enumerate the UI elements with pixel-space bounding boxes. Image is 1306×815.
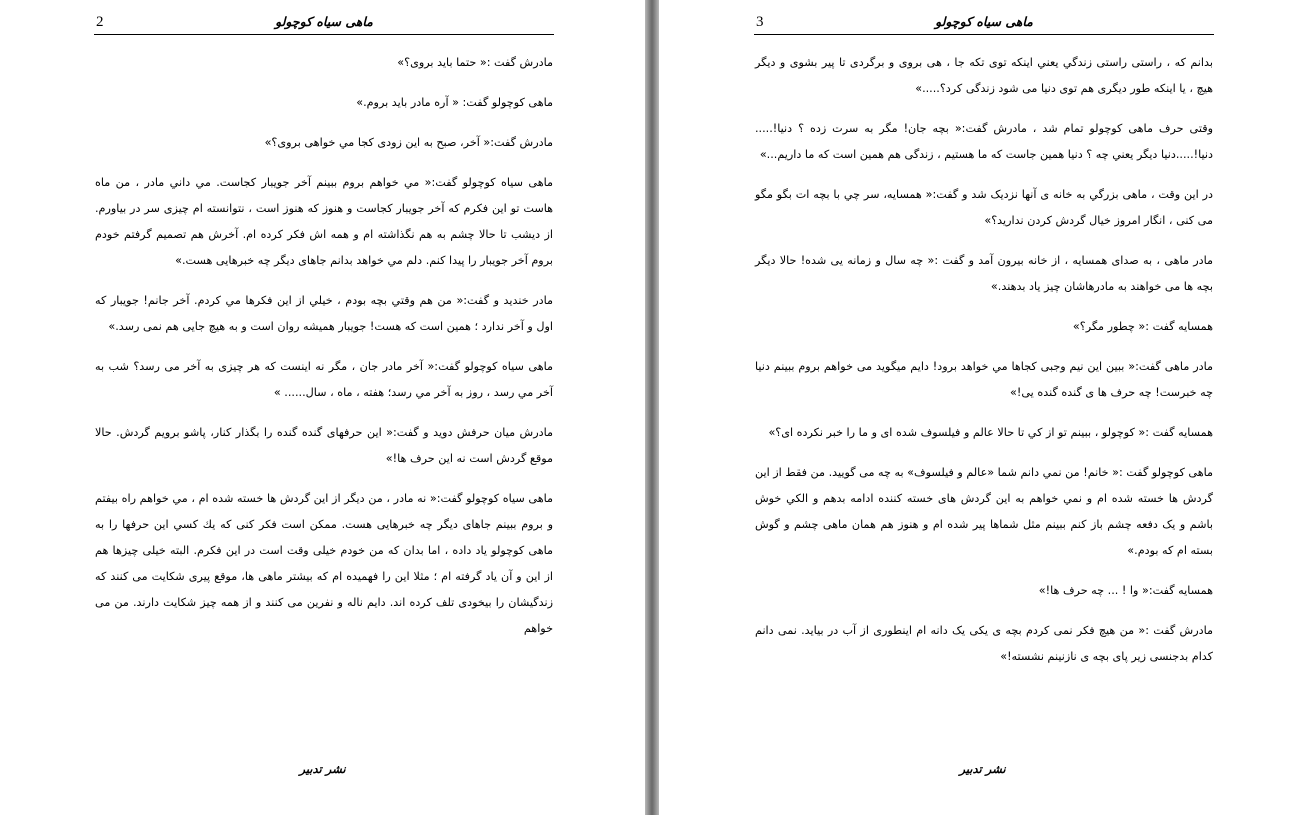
paragraph: مادر خندید و گفت:« من هم وقتي بچه بودم ، خیلي از این فکرها مي کردم. آخر جانم! جویبار که اول و آخر ندارد ؛ همین است که هست! جویبار همیشه روان است و به هیچ جایی هم نمی رسد.» [95,294,553,333]
paragraph: مادرش گفت:« آخر، صبح به این زودی کجا مي خواهی بروی؟» [264,136,553,149]
paragraph: مادر ماهی گفت:« ببین این نیم وجبی کجاها مي خواهد برود! دایم میگوید می خواهم بروم ببینم دنیا چه خبرست! چه حرف ها ی گنده گنده یی!» [755,360,1213,399]
paragraph: ماهی سیاه کوچولو گفت:« آخر مادر جان ، مگر نه اینست که هر چیزی به آخر می رسد؟ شب به آخر مي رسد ، روز به آخر مي رسد؛ هفته ، ماه ، سال...... » [95,360,553,399]
right-page-header-title: ماهی سیاه کوچولو [935,14,1033,29]
paragraph: ماهی کوچولو گفت :« خانم! من نمي دانم شما «عالم و فیلسوف» به چه می گویید. من فقط از این گردش ها خسته شده ام و نمي خواهم به این گردش های خسته کننده ادامه بدهم و الکي خوش باشم و یک دفعه چشم باز کنم ببینم مثل شماها پیر شده ام و هنوز هم همان ماهی چشم و گوش بسته ام که بودم.» [754,466,1213,557]
left-page-number: 2 [96,14,104,30]
right-page-number: 3 [756,14,764,30]
paragraph: ماهی سیاه کوچولو گفت:« مي خواهم بروم ببینم آخر جویبار کجاست. مي داني مادر ، من ماه هاست تو این فکرم که آخر جویبار کجاست و هنوز که هنوز است ، نتوانسته ام چیزی سر در بیاورم. از دیشب تا حالا چشم به هم نگذاشته ام و همه اش فکر کرده ام. آخرش هم تصمیم گرفتم خودم بروم آخر جویبار را پیدا کنم. دلم مي خواهد بدانم جاهای دیگر چه خبرهایی هست.» [95,176,553,267]
paragraph: ماهی کوچولو گفت: « آره مادر باید بروم.» [356,96,553,109]
paragraph: مادرش میان حرفش دوید و گفت:« این حرفهای گنده گنده را بگذار کنار، پاشو برویم گردش. حالا موقع گردش است نه این حرف ها!» [95,426,553,465]
paragraph: همسایه گفت :« کوچولو ، ببینم تو از کي تا حالا عالم و فیلسوف شده ای و ما را خبر نکرده ای؟» [768,426,1213,439]
paragraph: همسایه گفت :« چطور مگر؟» [1072,320,1213,333]
paragraph: بدانم که ، راستی راستی زندگي یعني اینکه توی تکه جا ، هی بروی و برگردی تا پیر بشوی و دیگر هیچ ، یا اینکه طور دیگری هم توی دنیا می شود زندگی کرد؟.....» [755,56,1213,95]
left-page-header [94,10,554,35]
right-page-header [754,10,1214,35]
paragraph: وقتی حرف ماهی کوچولو تمام شد ، مادرش گفت:« بچه جان! مگر به سرت زده ؟ دنیا!..... دنیا!.....دنیا دیگر یعني چه ؟ دنیا همین جاست که ما هستیم ، زندگی هم همین است که ما داریم...» [755,122,1213,161]
right-page-footer: نشر تدبیر [959,762,1006,776]
left-page-body [95,50,553,656]
paragraph: همسایه گفت:« وا ! ... چه حرف ها!» [1038,584,1213,597]
left-page-header-title: ماهی سیاه کوچولو [275,14,373,29]
page-gutter [645,0,659,815]
left-page-footer: نشر تدبیر [299,762,346,776]
paragraph: در این وقت ، ماهی بزرگي به خانه ی آنها نزدیک شد و گفت:« همسایه، سر چي با بچه ات بگو مگو می کنی ، انگار امروز خیال گردش کردن ندارید؟» [755,188,1213,227]
paragraph: مادرش گفت :« من هیچ فکر نمی کردم بچه ی یکی یک دانه ام اینطوری از آب در بیاید. نمی دانم کدام بدجنسی زیر پای بچه ی نازنینم نشسته!» [755,624,1213,663]
paragraph: ماهی سیاه کوچولو گفت:« نه مادر ، من دیگر از این گردش ها خسته شده ام ، مي خواهم راه بیفتم و بروم ببینم جاهای دیگر چه خبرهایی هست. ممکن است فکر کنی که یك کسي این حرفها را به ماهی کوچولو یاد داده ، اما بدان که من خودم خیلی وقت است در این فکرم. البته خیلی چیزها هم از این و آن یاد گرفته ام ؛ مثلا این را فهمیده ام که بیشتر ماهی ها، موقع پیری شکایت می کنند که زندگیشان را بیخودی تلف کرده اند. دایم ناله و نفرین می کنند و از همه چیز شکایت دارند. من می خواهم [95,492,553,635]
paragraph: مادر ماهی ، به صدای همسایه ، از خانه بیرون آمد و گفت :« چه سال و زمانه یی شده! حالا دیگر بچه ها می خواهند به مادرهاشان چیز یاد بدهند.» [755,254,1213,293]
right-page-body [755,50,1213,684]
paragraph: مادرش گفت :« حتما باید بروی؟» [397,56,553,69]
